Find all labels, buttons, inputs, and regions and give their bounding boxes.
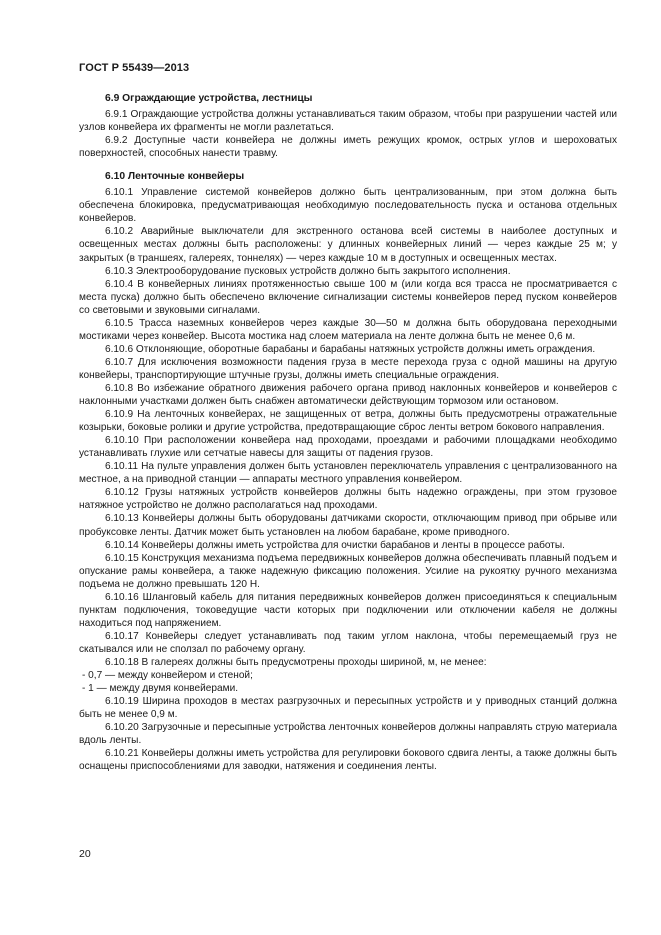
list-item: - 0,7 — между конвейером и стеной; <box>82 670 253 682</box>
paragraph-6-10-15: 6.10.15 Конструкция механизма подъема передвижных конвейеров должна обеспечивать плавный подъем и опускание рамы конвейера, а также надежную фиксацию положения. Усилие на рукоятку ручного механизма подъема не должно превышать 120 Н. <box>79 552 617 590</box>
paragraph-6-10-9: 6.10.9 На ленточных конвейерах, не защищенных от ветра, должны быть предусмотрены отражательные козырьки, боковые ролики и другие устройства, предотвращающие сброс ленты ветром бокового направления. <box>79 409 617 434</box>
paragraph-6-10-18: 6.10.18 В галереях должны быть предусмотрены проходы шириной, м, не менее: <box>105 656 487 668</box>
paragraph-6-10-13: 6.10.13 Конвейеры должны быть оборудованы датчиками скорости, отключающим привод при обрыве или пробуксовке ленты. Датчик может быть установлен на любом барабане, кроме приводного. <box>79 513 617 538</box>
list-item: - 1 — между двумя конвейерами. <box>82 683 239 695</box>
paragraph-6-10-4: 6.10.4 В конвейерных линиях протяженностью свыше 100 м (или когда вся трасса не просматривается с места пуска) должно быть обеспечено включение сигнализации системы конвейеров перед пуском конвейеров со световыми и звуковыми сигналами. <box>79 278 617 316</box>
paragraph-6-10-7: 6.10.7 Для исключения возможности падения груза в месте перехода груза с одной машины на другую конвейеры, транспортирующие штучные грузы, должны иметь специальные ограждения. <box>79 356 617 381</box>
document-header: ГОСТ Р 55439—2013 <box>79 62 190 74</box>
paragraph-6-10-5: 6.10.5 Трасса наземных конвейеров через каждые 30—50 м должна быть оборудована переходными мостиками через конвейер. Высота мостика над слоем материала на ленте должна быть не менее 0,6 м. <box>79 317 617 342</box>
document-body <box>79 92 617 773</box>
paragraph-6-10-17: 6.10.17 Конвейеры следует устанавливать под таким углом наклона, чтобы перемещаемый груз не скатывался или не сползал по рабочему органу. <box>79 630 617 655</box>
paragraph-6-10-19: 6.10.19 Ширина проходов в местах разгрузочных и пересыпных устройств и у приводных станций должна быть не менее 0,9 м. <box>79 696 617 721</box>
paragraph-6-10-1: 6.10.1 Управление системой конвейеров должно быть централизованным, при этом должна быть обеспечена блокировка, предусматривающая необходимую последовательность пуска и останова отдельных конвейеров. <box>79 187 617 225</box>
paragraph-6-10-11: 6.10.11 На пульте управления должен быть установлен переключатель управления с централизованного на местное, а на приводной станции — аппараты местного управления конвейером. <box>79 461 617 486</box>
paragraph-6-10-20: 6.10.20 Загрузочные и пересыпные устройства ленточных конвейеров должны направлять струю материала вдоль ленты. <box>79 722 617 747</box>
paragraph-6-10-12: 6.10.12 Грузы натяжных устройств конвейеров должны быть надежно ограждены, при этом грузовое натяжное устройство не должно располагаться над проходами. <box>79 487 617 512</box>
paragraph-6-10-6: 6.10.6 Отклоняющие, оборотные барабаны и барабаны натяжных устройств должны иметь ограждения. <box>105 343 596 355</box>
paragraph-6-10-3: 6.10.3 Электрооборудование пусковых устройств должно быть закрытого исполнения. <box>105 265 511 277</box>
paragraph-6-9-1: 6.9.1 Ограждающие устройства должны устанавливаться таким образом, чтобы при разрушении частей или узлов конвейера их фрагменты не могли разлетаться. <box>79 109 617 134</box>
paragraph-6-10-21: 6.10.21 Конвейеры должны иметь устройства для регулировки бокового сдвига ленты, а также должны быть оснащены приспособлениями для заводки, натяжения и соединения ленты. <box>79 748 617 773</box>
page-number: 20 <box>79 848 91 860</box>
paragraph-6-10-8: 6.10.8 Во избежание обратного движения рабочего органа привод наклонных конвейеров и конвейеров с наклонными участками должен быть снабжен автоматически действующим тормозом или остановом. <box>79 382 617 408</box>
paragraph-6-10-16: 6.10.16 Шланговый кабель для питания передвижных конвейеров должен присоединяться к специальным пунктам подключения, токоведущие части которых при подключении или отключении кабеля не должны находиться под напряжением. <box>79 591 617 629</box>
paragraph-6-10-2: 6.10.2 Аварийные выключатели для экстренного останова всей системы в наиболее доступных и освещенных местах должны быть расположены: у длинных конвейерных линий — через каждые 25 м; у закрытых (в траншеях, галереях, тоннелях) — через каждые 10 м в доступных и освещенных местах. <box>79 226 617 264</box>
paragraph-6-9-2: 6.9.2 Доступные части конвейера не должны иметь режущих кромок, острых углов и шероховатых поверхностей, способных нанести травму. <box>79 135 617 160</box>
section-title-6-10: 6.10 Ленточные конвейеры <box>105 171 245 183</box>
section-title-6-9: 6.9 Ограждающие устройства, лестницы <box>105 93 313 104</box>
paragraph-6-10-14: 6.10.14 Конвейеры должны иметь устройства для очистки барабанов и ленты в процессе работы. <box>105 539 565 551</box>
paragraph-6-10-10: 6.10.10 При расположении конвейера над проходами, проездами и рабочими площадками необходимо устанавливать глухие или сетчатые навесы для защиты от падения грузов. <box>79 435 617 460</box>
